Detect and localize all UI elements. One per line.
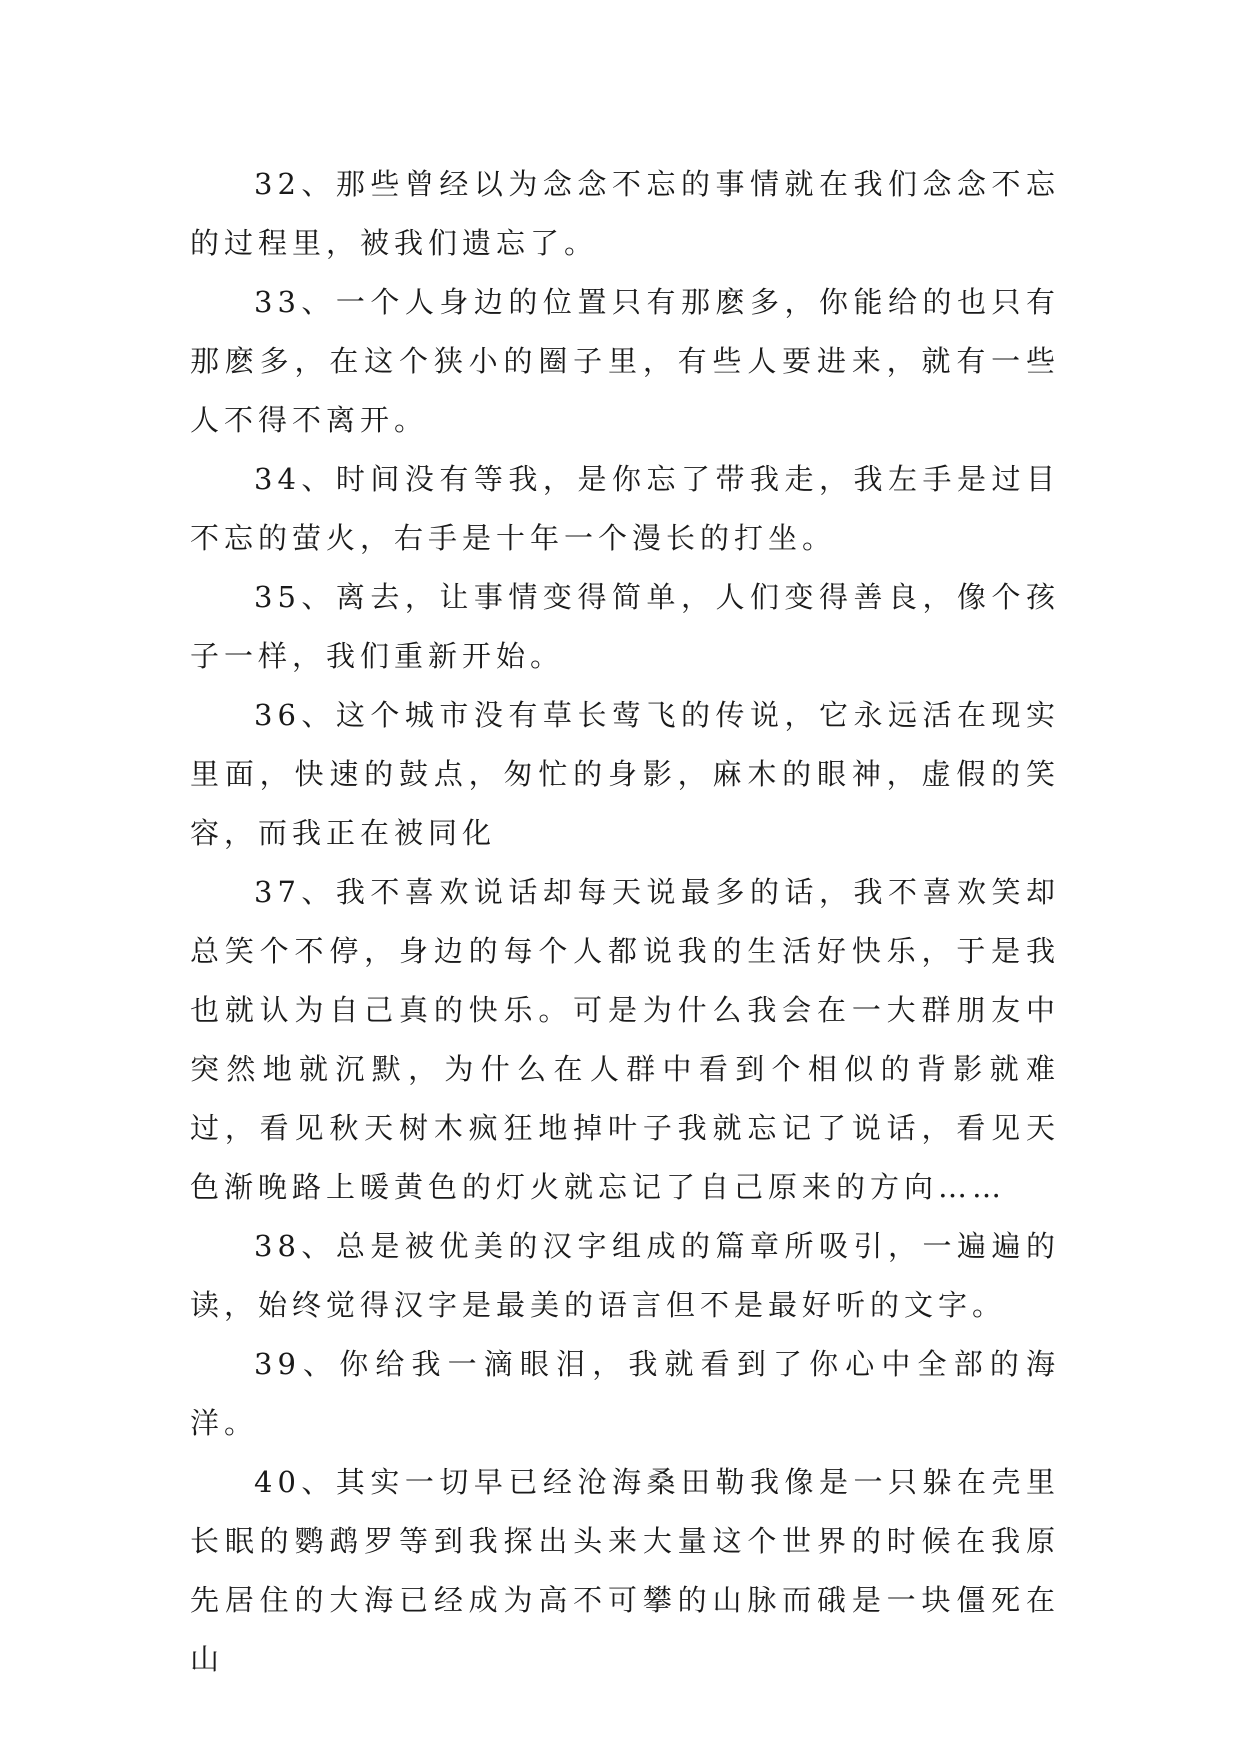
paragraph-37: 37、我不喜欢说话却每天说最多的话，我不喜欢笑却总笑个不停，身边的每个人都说我的生活好快乐，于是我也就认为自己真的快乐。可是为什么我会在一大群朋友中突然地就沉默，为什么在人群中看到个相似的背影就难过，看见秋天树木疯狂地掉叶子我就忘记了说话，看见天色渐晚路上暖黄色的灯火就忘记了自己原来的方向…… bbox=[190, 875, 1060, 1204]
document-body bbox=[190, 155, 1060, 1689]
paragraph-36: 36、这个城市没有草长莺飞的传说，它永远活在现实里面，快速的鼓点，匆忙的身影，麻木的眼神，虚假的笑容，而我正在被同化 bbox=[190, 698, 1060, 850]
paragraph-39: 39、你给我一滴眼泪，我就看到了你心中全部的海洋。 bbox=[190, 1347, 1060, 1440]
paragraph-38: 38、总是被优美的汉字组成的篇章所吸引，一遍遍的读，始终觉得汉字是最美的语言但不是最好听的文字。 bbox=[190, 1229, 1060, 1322]
paragraph-34: 34、时间没有等我，是你忘了带我走，我左手是过目不忘的萤火，右手是十年一个漫长的打坐。 bbox=[190, 462, 1060, 555]
paragraph-35: 35、离去，让事情变得简单，人们变得善良，像个孩子一样，我们重新开始。 bbox=[190, 580, 1060, 673]
paragraph-32: 32、那些曾经以为念念不忘的事情就在我们念念不忘的过程里，被我们遗忘了。 bbox=[190, 167, 1060, 260]
paragraph-33: 33、一个人身边的位置只有那麽多，你能给的也只有那麽多，在这个狭小的圈子里，有些人要进来，就有一些人不得不离开。 bbox=[190, 285, 1060, 437]
paragraph-40: 40、其实一切早已经沧海桑田勒我像是一只躲在壳里长眠的鹦鹉罗等到我探出头来大量这个世界的时候在我原先居住的大海已经成为高不可攀的山脉而硪是一块僵死在山 bbox=[190, 1465, 1060, 1676]
